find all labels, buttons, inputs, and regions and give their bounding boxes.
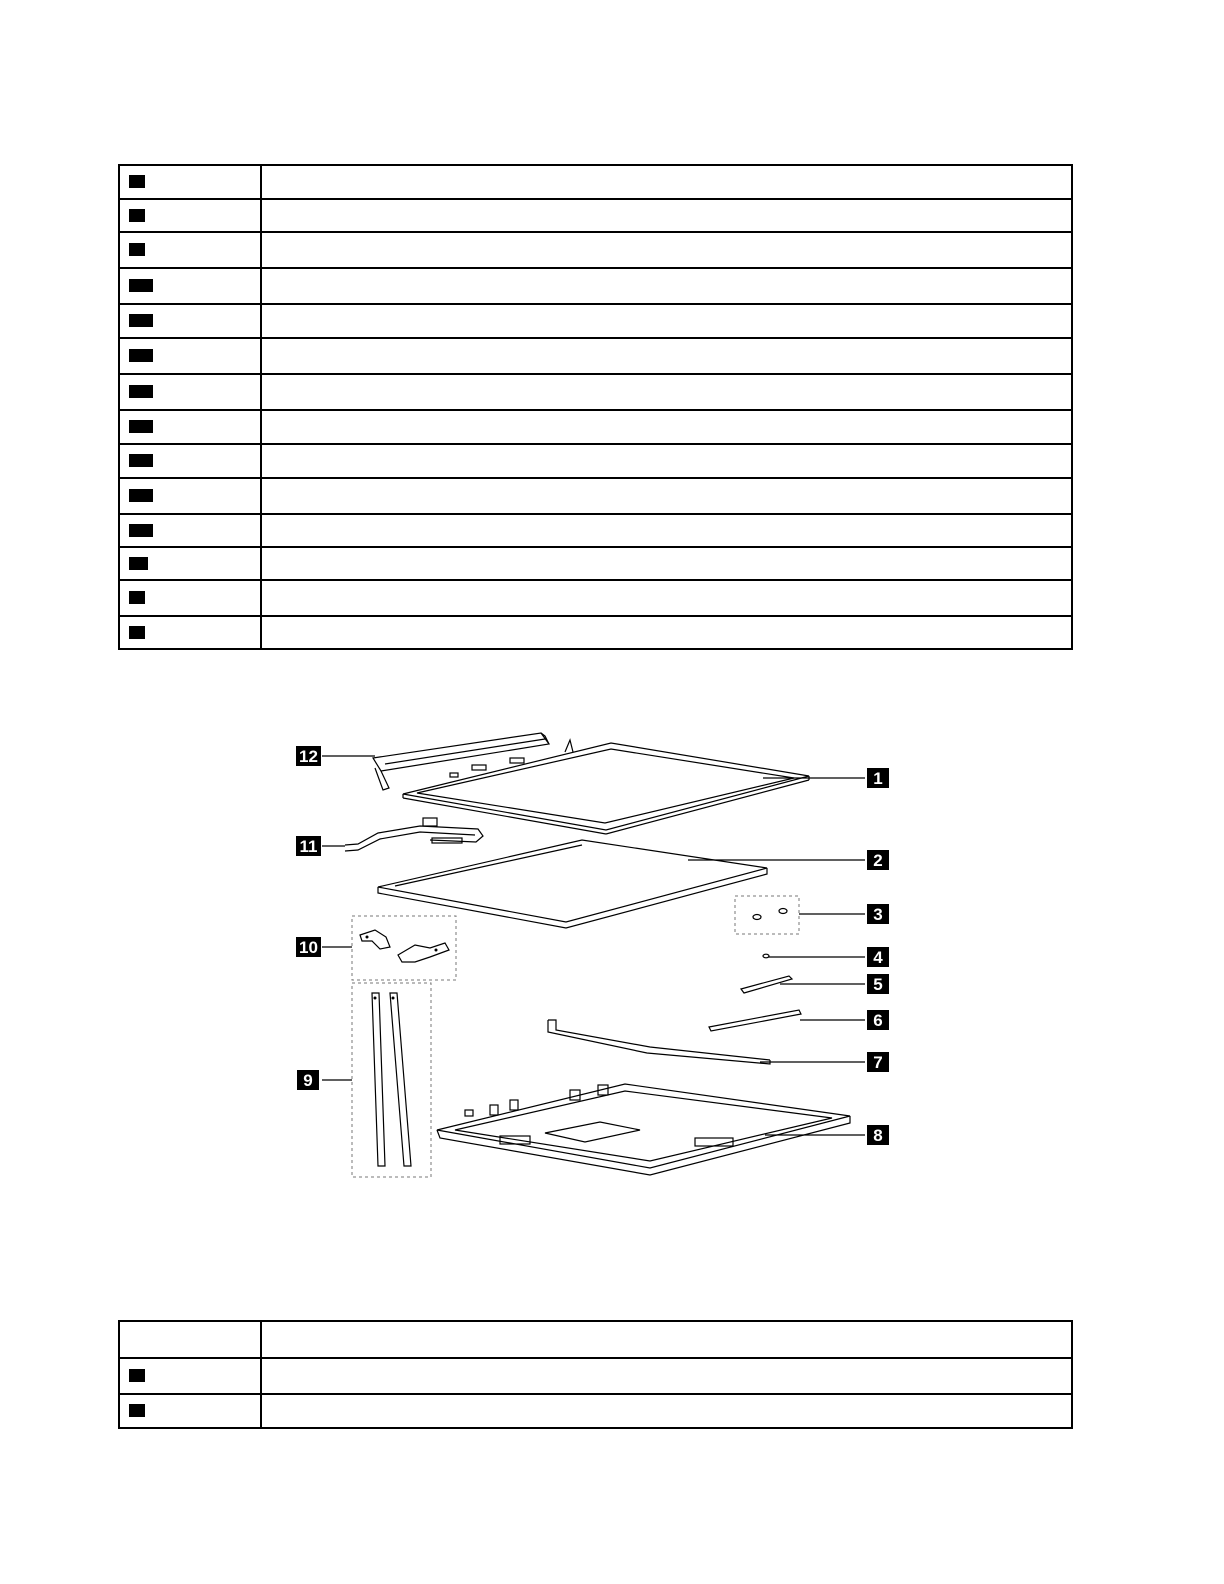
index-badge (129, 524, 153, 537)
callout-label: 4 (873, 948, 883, 967)
small-parts-group-3 (735, 896, 799, 934)
table-row (119, 580, 1072, 616)
index-badge (129, 489, 153, 502)
index-cell (119, 304, 261, 338)
table-row (119, 410, 1072, 444)
exploded-parts-diagram (0, 690, 1224, 1190)
index-cell (119, 514, 261, 547)
index-cell (119, 580, 261, 616)
callout-label: 6 (873, 1011, 883, 1030)
table-row (119, 514, 1072, 547)
parts-table-bottom (118, 1320, 1073, 1429)
callout-9 (297, 1070, 319, 1090)
callout-label: 1 (873, 769, 883, 788)
callout-4 (867, 947, 889, 967)
description-cell (261, 410, 1072, 444)
index-badge (129, 557, 148, 570)
description-cell (261, 165, 1072, 199)
callout-7 (867, 1052, 889, 1072)
callout-label: 7 (873, 1053, 883, 1072)
callout-label: 9 (303, 1071, 313, 1090)
callout-12 (296, 746, 321, 766)
callout-1 (867, 768, 889, 788)
description-cell (261, 580, 1072, 616)
index-cell (119, 478, 261, 514)
description-cell (261, 338, 1072, 374)
callout-10 (296, 937, 321, 957)
table-row (119, 338, 1072, 374)
index-badge (129, 385, 153, 398)
table-row (119, 444, 1072, 478)
index-cell (119, 374, 261, 410)
description-cell (261, 616, 1072, 649)
index-cell (119, 1358, 261, 1394)
table-row (119, 199, 1072, 232)
index-cell (119, 232, 261, 268)
hinges-part-10 (352, 916, 456, 980)
index-badge (129, 349, 153, 362)
antenna-strips-part-9 (352, 983, 431, 1177)
index-badge (129, 591, 145, 604)
index-cell (119, 1394, 261, 1428)
display-cable-part (345, 818, 483, 851)
description-cell (261, 478, 1072, 514)
description-cell (261, 514, 1072, 547)
description-cell (261, 1394, 1072, 1428)
header-cell (261, 1321, 1072, 1358)
index-badge (129, 454, 153, 467)
parts-table-bottom-body (119, 1321, 1072, 1428)
index-badge (129, 1404, 145, 1417)
table-row (119, 1358, 1072, 1394)
table-row (119, 1394, 1072, 1428)
callout-label: 10 (299, 938, 318, 957)
index-cell (119, 165, 261, 199)
index-badge (129, 314, 153, 327)
callout-2 (867, 850, 889, 870)
index-badge (129, 279, 153, 292)
table-row (119, 165, 1072, 199)
table-row (119, 304, 1072, 338)
callout-6 (867, 1010, 889, 1030)
table-row (119, 478, 1072, 514)
callout-label: 8 (873, 1126, 883, 1145)
callout-label: 2 (873, 851, 883, 870)
callout-label: 11 (299, 837, 318, 856)
index-badge (129, 243, 145, 256)
header-cell (119, 1321, 261, 1358)
index-cell (119, 410, 261, 444)
callout-11 (296, 836, 321, 856)
index-cell (119, 547, 261, 580)
table-row (119, 547, 1072, 580)
description-cell (261, 374, 1072, 410)
index-cell (119, 616, 261, 649)
lcd-panel-part (378, 840, 767, 928)
description-cell (261, 444, 1072, 478)
index-badge (129, 175, 145, 188)
camera-board-part-6 (709, 1010, 801, 1031)
index-cell (119, 268, 261, 304)
callout-label: 12 (299, 747, 318, 766)
callout-3 (867, 904, 889, 924)
table-row (119, 616, 1072, 649)
parts-table-top-body (119, 165, 1072, 649)
index-badge (129, 626, 145, 639)
callout-label: 5 (873, 975, 883, 994)
callout-label: 3 (873, 905, 883, 924)
index-cell (119, 199, 261, 232)
index-badge (129, 209, 145, 222)
description-cell (261, 1358, 1072, 1394)
index-cell (119, 444, 261, 478)
callout-5 (867, 974, 889, 994)
table-row (119, 232, 1072, 268)
index-cell (119, 338, 261, 374)
table-row (119, 374, 1072, 410)
index-badge (129, 420, 153, 433)
description-cell (261, 232, 1072, 268)
rear-cover-part (437, 1084, 850, 1175)
parts-table-top (118, 164, 1073, 650)
description-cell (261, 268, 1072, 304)
callout-8 (867, 1125, 889, 1145)
table-header-row (119, 1321, 1072, 1358)
description-cell (261, 547, 1072, 580)
description-cell (261, 199, 1072, 232)
description-cell (261, 304, 1072, 338)
index-badge (129, 1369, 145, 1382)
table-row (119, 268, 1072, 304)
